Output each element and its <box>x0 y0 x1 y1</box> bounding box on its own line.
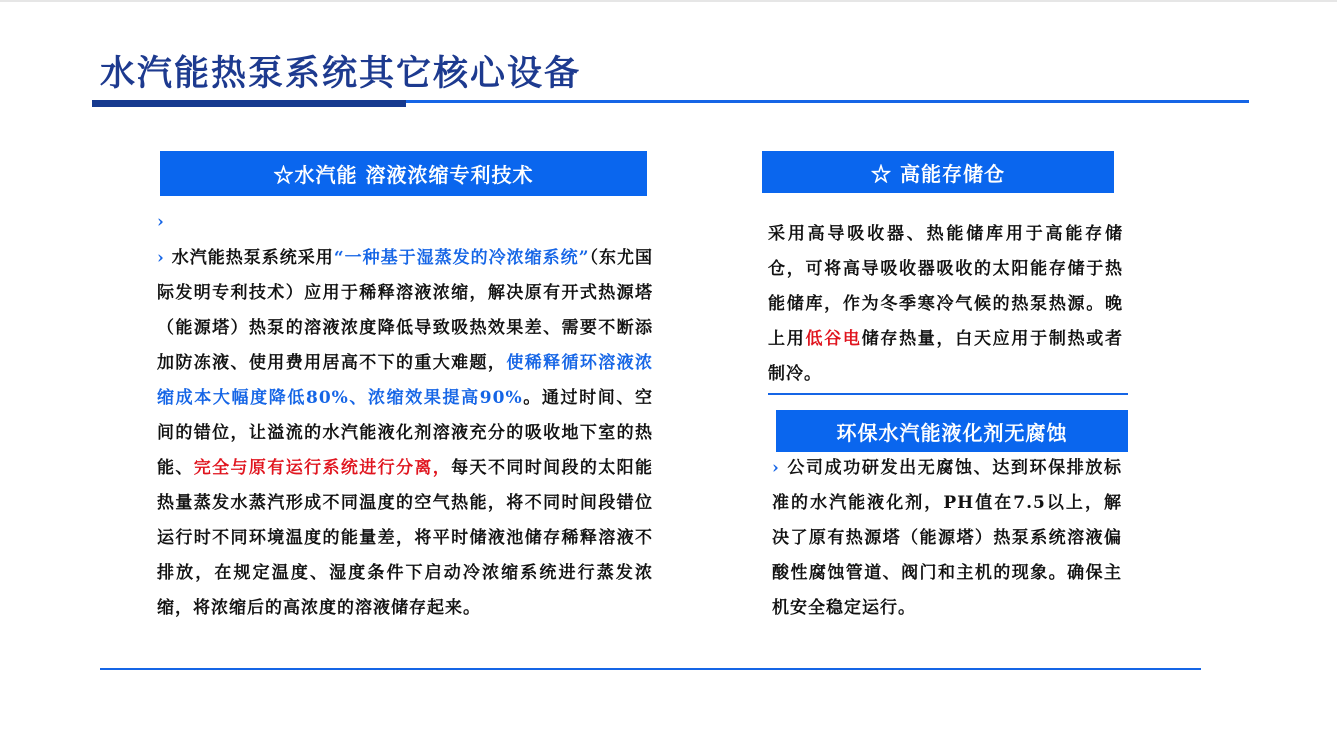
text-segment: 采用高导吸收器、热能储库用于高能存储仓，可将高导吸收器吸收的太阳能存储于热能储库，作为冬季寒冷气候的热泵热源。晚上用 <box>768 224 1123 349</box>
non-corrosive-banner: 环保水汽能液化剂无腐蚀 <box>776 410 1128 452</box>
bullet-arrow-icon: › <box>157 248 165 268</box>
separation-highlight: 完全与原有运行系统进行分离， <box>193 458 452 478</box>
patent-name-highlight: “一种基于湿蒸发的冷浓缩系统” <box>333 248 590 268</box>
text-segment: 。通过时间、空间的错位，让溢流的水汽能液化剂溶液充分的吸收地下室的热能、 <box>157 388 653 478</box>
top-border <box>0 0 1337 2</box>
bottom-divider <box>100 668 1201 670</box>
title-underline-accent <box>92 100 406 107</box>
bullet-arrow-icon: › <box>772 458 780 478</box>
text-segment: 储存热量，白天应用于制热或者制冷。 <box>768 329 1124 384</box>
off-peak-power-highlight: 低谷电 <box>805 329 862 349</box>
energy-storage-paragraph <box>768 217 1123 392</box>
energy-storage-banner: ☆ 高能存储仓 <box>762 151 1114 193</box>
patent-tech-banner: ☆水汽能 溶液浓缩专利技术 <box>160 151 647 196</box>
text-segment: 每天不同时间段的太阳能热量蒸发水蒸汽形成不同温度的空气热能，将不同时间段错位运行时不同环境温度的能量差，将平时储液池储存稀释溶液不排放，在规定温度、湿度条件下启动冷浓缩系统进行蒸发浓缩，将浓缩后的高浓度的溶液储存起来。 <box>157 458 654 618</box>
text-segment: （东尤国际发明专利技术）应用于稀释溶液浓缩，解决原有开式热源塔（能源塔）热泵的溶液浓度降低导致吸热效果差、需要不断添加防冻液、使用费用居高不下的重大难题， <box>157 248 654 373</box>
text-segment: 水汽能热泵系统采用 <box>164 248 334 268</box>
empty-bullet-icon: › <box>157 212 164 232</box>
patent-tech-paragraph <box>157 241 653 626</box>
cost-reduction-highlight: 使稀释循环溶液浓缩成本大幅度降低80%、浓缩效果提高90% <box>157 353 654 408</box>
section-divider <box>768 393 1128 395</box>
non-corrosive-paragraph <box>772 451 1122 626</box>
text-segment: 公司成功研发出无腐蚀、达到环保排放标准的水汽能液化剂，PH值在7.5以上，解决了原有热源塔（能源塔）热泵系统溶液偏酸性腐蚀管道、阀门和主机的现象。确保主机安全稳定运行。 <box>772 458 1122 618</box>
page-title: 水汽能热泵系统其它核心设备 <box>100 53 582 94</box>
